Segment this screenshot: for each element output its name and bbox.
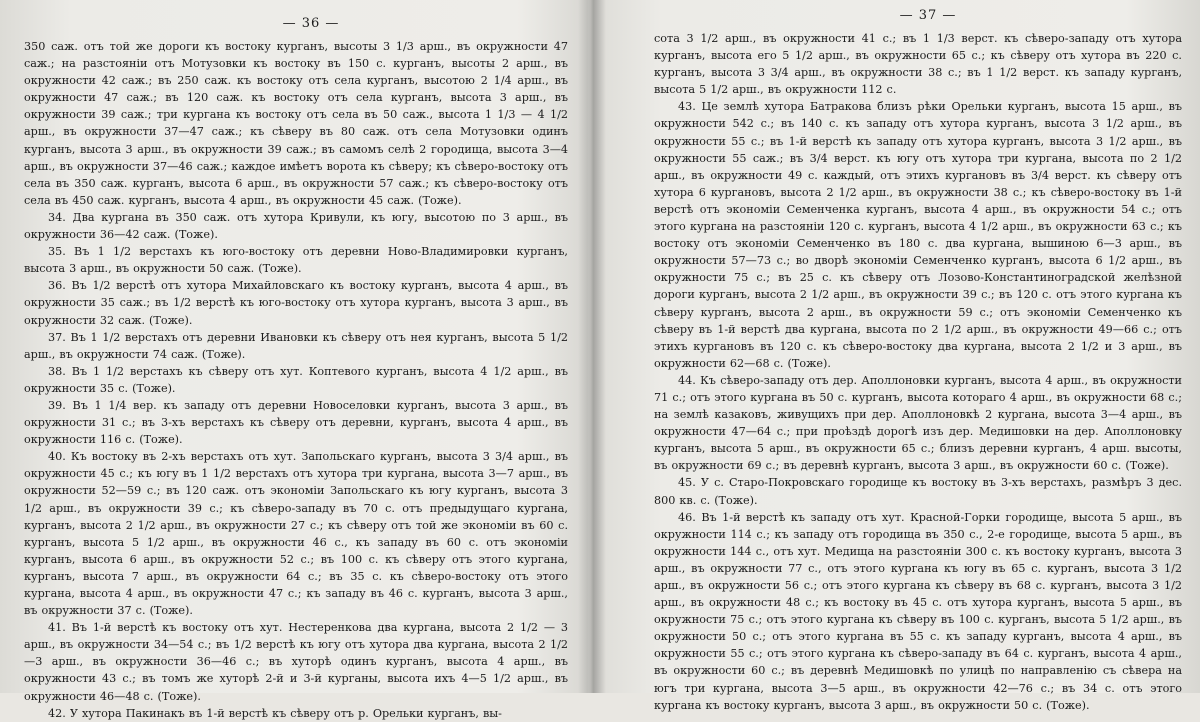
right-page-body [654, 30, 1182, 714]
paragraph: 43. Це землѣ хутора Батракова близъ рѣки Орельки курганъ, высота 15 арш., въ окружности 542 с.; въ 140 с. къ западу отъ хутора курганъ, высота 3 1/2 арш., въ окружности 55 с.; въ 1-й верстѣ къ западу отъ хутора курганъ, высота 3 1/2 арш., въ окружности 55 саж.; въ 3/4 верст. къ югу отъ хутора три кургана, высота по 2 1/2 арш., въ окружности 49 с. каждый, отъ этихъ кургановъ въ 3/4 верст. къ сѣверу отъ хутора 6 кургановъ, высота 2 1/2 арш., въ окружности 38 с.; къ сѣверо-востоку въ 1-й верстѣ отъ экономіи Семенченка курганъ, высота 4 арш., въ окружности 54 с.; отъ этого кургана на разстояніи 120 с. курганъ, высота 4 1/2 арш., въ окружности 63 с.; къ востоку отъ экономіи Семенченко въ 180 с. два кургана, вышиною 6—3 арш., въ окружности 57—73 с.; во дворѣ экономіи Семенченко курганъ, высота 6 1/2 арш., въ окружности 75 с.; въ 25 с. къ сѣверу отъ Лозово-Константиноградской желѣзной дороги курганъ, высота 2 1/2 арш., въ окружности 39 с.; въ 120 с. отъ этого кургана къ сѣверу курганъ, высота 2 арш., въ окружности 59 с.; отъ экономіи Семенченко къ сѣверу въ 1-й верстѣ два кургана, высота по 2 1/2 арш., въ окружности 49—66 с.; отъ этихъ кургановъ въ 120 с. къ сѣверо-востоку два кургана, высота 2 1/2 и 3 арш., въ окружности 62—68 с. (Тоже). [654, 100, 1182, 370]
paragraph: 34. Два кургана въ 350 саж. отъ хутора Кривули, къ югу, высотою по 3 арш., въ окружности 36—42 саж. (Тоже). [24, 210, 568, 242]
left-page [0, 0, 588, 720]
paragraph: 44. Къ сѣверо-западу отъ дер. Аполлоновки курганъ, высота 4 арш., въ окружности 71 с.; отъ этого кургана въ 50 с. курганъ, высота котораго 4 арш., въ окружности 68 с.; на землѣ казаковъ, живущихъ при дер. Аполлоновкѣ 2 кургана, высота 3—4 арш., въ окружности 47—64 с.; при проѣздѣ дорогѣ изъ дер. Медишовки на дер. Аполлоновку курганъ, высота 5 арш., въ окружности 65 с.; близъ деревни курганъ, 4 арш. высоты, въ окружности 69 с.; въ деревнѣ курганъ, высота 3 арш., въ окружности 60 с. (Тоже). [654, 373, 1182, 473]
paragraph: 40. Къ востоку въ 2-хъ верстахъ отъ хут. Запольскаго курганъ, высота 3 3/4 арш., въ окружности 45 с.; къ югу въ 1 1/2 верстахъ отъ хутора три кургана, высота 3—7 арш., въ окружности 52—59 с.; въ 120 саж. отъ экономіи Запольскаго къ югу курганъ, высота 3 1/2 арш., въ окружности 39 с.; къ сѣверо-западу въ 70 с. отъ предыдущаго кургана, курганъ, высота 2 1/2 арш., въ окружности 27 с.; къ сѣверу отъ той же экономіи въ 60 с. курганъ, высота 5 1/2 арш., въ окружности 46 с., къ западу въ 60 с. отъ экономіи курганъ, высота 6 арш., въ окружности 52 с.; въ 100 с. къ сѣверу отъ этого кургана, курганъ, высота 7 арш., въ окружности 64 с.; въ 35 с. къ сѣверо-востоку отъ этого кургана, высота 4 арш., въ окружности 47 с.; къ западу въ 46 с. курганъ, высота 3 арш., въ окружности 37 с. (Тоже). [24, 450, 568, 618]
paragraph: 38. Въ 1 1/2 верстахъ къ сѣверу отъ хут. Коптевого курганъ, высота 4 1/2 арш., въ окружности 35 с. (Тоже). [24, 364, 568, 395]
paragraph: 35. Въ 1 1/2 верстахъ къ юго-востоку отъ деревни Ново-Владимировки курганъ, высота 3 арш., въ окружности 50 саж. (Тоже). [24, 245, 568, 276]
paragraph: 41. Въ 1-й верстѣ къ востоку отъ хут. Нестеренкова два кургана, высота 2 1/2 — 3 арш., въ окружности 34—54 с.; въ 1/2 верстѣ къ югу отъ хутора два кургана, высота 2 1/2 —3 арш., въ окружности 36—46 с.; въ хуторѣ одинъ курганъ, высота 4 арш., въ окружности 43 с.; въ томъ же хуторѣ 2-й и 3-й курганы, высота ихъ 4—5 1/2 арш., въ окружности 46—48 с. (Тоже). [24, 621, 568, 703]
paragraph: 39. Въ 1 1/4 вер. къ западу отъ деревни Новоселовки курганъ, высота 3 арш., въ окружности 31 с.; въ 3-хъ верстахъ къ сѣверу отъ деревни, курганъ, высота 4 арш., въ окружности 116 с. (Тоже). [24, 398, 568, 447]
left-page-body [24, 38, 568, 722]
paragraph: 350 саж. отъ той же дороги къ востоку курганъ, высоты 3 1/3 арш., въ окружности 47 саж.; на разстояніи отъ Мотузовки къ востоку въ 150 с. курганъ, высоты 2 арш., въ окружности 42 саж.; въ 250 саж. къ востоку отъ села курганъ, высотою 2 1/4 арш., въ окружности 47 саж.; въ 120 саж. къ востоку отъ села курганъ, высота 3 арш., въ окружности 39 саж.; три кургана къ востоку отъ села въ 50 саж., высота 1 1/3 — 4 1/2 арш., въ окружности 37—47 саж.; къ сѣверу въ 80 саж. отъ села Мотузовки одинъ курганъ, высота 3 арш., въ окружности 39 саж.; въ самомъ селѣ 2 городища, высота 3—4 арш., въ окружности 37—46 саж.; каждое имѣетъ ворота къ сѣверу; къ сѣверо-востоку отъ села въ 350 саж. курганъ, высота 6 арш., въ окружности 57 саж.; къ сѣверо-востоку отъ села въ 450 саж. курганъ, высота 4 арш., въ окружности 45 саж. (Тоже). [24, 40, 568, 207]
paragraph: сота 3 1/2 арш., въ окружности 41 с.; въ 1 1/3 верст. къ сѣверо-западу отъ хутора курганъ, высота его 5 1/2 арш., въ окружности 65 с.; къ сѣверу отъ хутора въ 220 с. курганъ, высота 3 3/4 арш., въ окружности 38 с.; въ 1 1/2 верст. къ западу курганъ, высота 5 1/2 арш., въ окружности 112 с. [654, 32, 1182, 97]
paragraph: 36. Въ 1/2 верстѣ отъ хутора Михайловскаго къ востоку курганъ, высота 4 арш., въ окружности 35 саж.; въ 1/2 верстѣ къ юго-востоку отъ хутора курганъ, высота 3 арш., въ окружности 32 саж. (Тоже). [24, 279, 568, 327]
paragraph: 42. У хутора Пакинакъ въ 1-й верстѣ къ сѣверу отъ р. Орельки курганъ, вы- [48, 706, 502, 720]
page-number-left: — 36 — [282, 16, 340, 31]
paragraph: 37. Въ 1 1/2 верстахъ отъ деревни Ивановки къ сѣверу отъ нея курганъ, высота 5 1/2 арш., въ окружности 74 саж. (Тоже). [24, 330, 568, 361]
right-page [588, 0, 1200, 712]
paragraph: 46. Въ 1-й верстѣ къ западу отъ хут. Красной-Горки городище, высота 5 арш., въ окружности 114 с.; къ западу отъ городища въ 350 с., 2-е городище, высота 5 арш., въ окружности 144 с., отъ хут. Медища на разстояніи 300 с. къ востоку курганъ, высота 3 арш., въ окружности 77 с., отъ этого кургана къ югу въ 65 с. курганъ, высота 3 1/2 арш., въ окружности 56 с.; отъ этого кургана къ сѣверу въ 68 с. курганъ, высота 3 1/2 арш., въ окружности 48 с.; къ востоку въ 45 с. отъ хутора курганъ, высота 5 арш., въ окружности 75 с.; отъ этого кургана къ сѣверу въ 100 с. курганъ, высота 5 1/2 арш., въ окружности 50 с.; отъ этого кургана въ 55 с. къ западу курганъ, высота 4 арш., въ окружности 55 с.; отъ этого кургана къ сѣверо-западу въ 64 с. курганъ, высота 4 арш., въ окружности 60 с.; въ деревнѣ Медишовкѣ по улицѣ по направленію съ сѣвера на югъ три кургана, высота 3—5 арш., въ окружности 42—76 с.; въ 34 с. отъ этого кургана къ востоку курганъ, высота 3 арш., въ окружности 50 с. (Тоже). [654, 510, 1182, 712]
page-number-right: — 37 — [899, 8, 957, 23]
paragraph: 45. У с. Старо-Покровскаго городище къ востоку въ 3-хъ верстахъ, размѣръ 3 дес. 800 кв. с. (Тоже). [654, 476, 1182, 507]
